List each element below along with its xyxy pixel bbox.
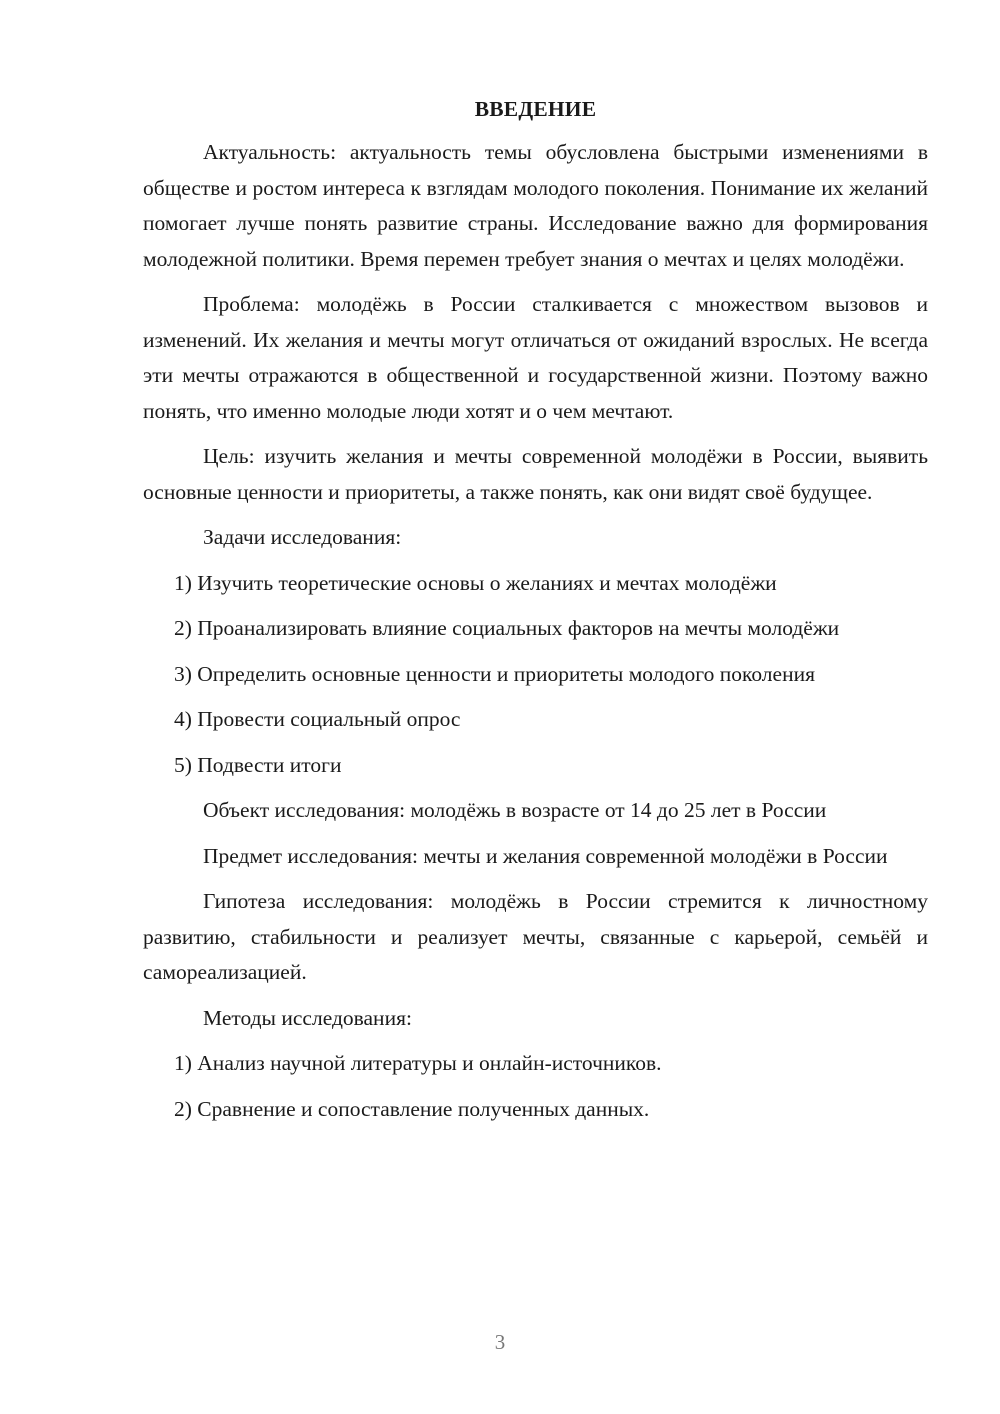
tasks-heading: Задачи исследования: (203, 525, 402, 549)
method-item-1: 1) Анализ научной литературы и онлайн-источников. (174, 1051, 662, 1075)
task-item-4: 4) Провести социальный опрос (174, 707, 461, 731)
methods-heading: Методы исследования: (203, 1005, 412, 1030)
task-item-3: 3) Определить основные ценности и приоритеты молодого поколения (174, 661, 815, 686)
task-item-2: 2) Проанализировать влияние социальных факторов на мечты молодёжи (174, 616, 840, 640)
relevance-paragraph: Актуальность: актуальность темы обусловлена быстрыми изменениями в обществе и ростом интереса к взглядам молодого поколения. Понимание их желаний помогает лучше понять развитие страны. Исследование важно для формирования молодежной политики. Время перемен требует знания о мечтах и целях молодёжи. (143, 140, 928, 271)
hypothesis-paragraph: Гипотеза исследования: молодёжь в России стремится к личностному развитию, стабильности и реализует мечты, связанные с карьерой, семьёй и самореализацией. (143, 889, 928, 984)
subject-paragraph: Предмет исследования: мечты и желания современной молодёжи в России (203, 843, 888, 868)
method-item-2: 2) Сравнение и сопоставление полученных данных. (174, 1096, 650, 1121)
problem-paragraph: Проблема: молодёжь в России сталкивается с множеством вызовов и изменений. Их желания и мечты могут отличаться от ожиданий взрослых. Не всегда эти мечты отражаются в общественной и государственной жизни. Поэтому важно понять, что именно молодые люди хотят и о чем мечтают. (143, 292, 928, 423)
page-number: 3 (494, 1330, 506, 1354)
document-page (143, 92, 928, 1137)
task-item-1: 1) Изучить теоретические основы о желаниях и мечтах молодёжи (174, 570, 777, 595)
task-item-5: 5) Подвести итоги (174, 752, 342, 777)
object-paragraph: Объект исследования: молодёжь в возрасте от 14 до 25 лет в России (203, 798, 827, 822)
page-title: ВВЕДЕНИЕ (474, 97, 597, 121)
goal-paragraph: Цель: изучить желания и мечты современной молодёжи в России, выявить основные ценности и приоритеты, а также понять, как они видят своё будущее. (143, 444, 928, 504)
